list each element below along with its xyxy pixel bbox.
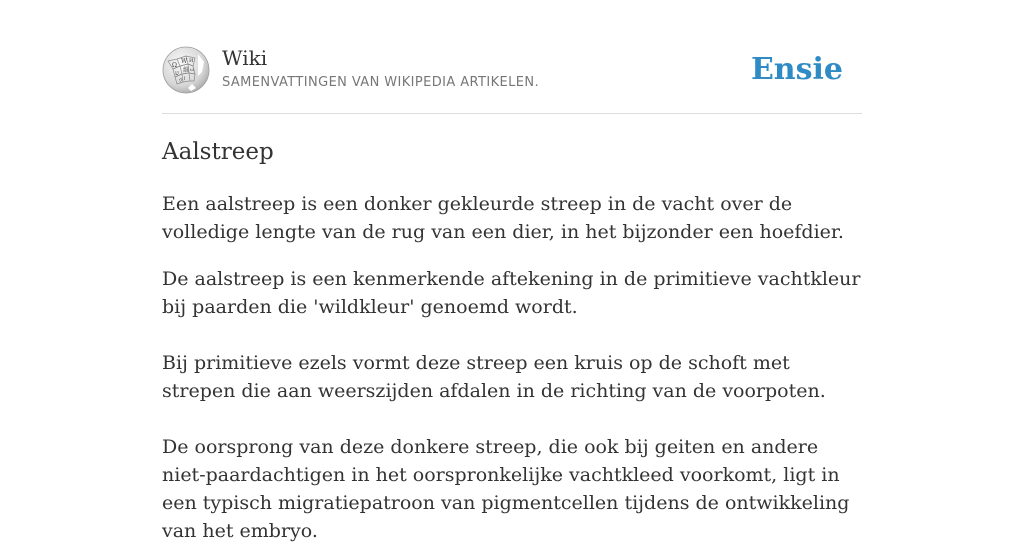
- svg-text:ש: ש: [175, 70, 180, 77]
- article-paragraph: De aalstreep is een kenmerkende aftekening in de primitieve vachtkleur bij paarden die 'wildkleur' genoemd wordt.: [162, 268, 861, 318]
- brand-logo[interactable]: Ensie: [750, 52, 843, 87]
- svg-text:И: И: [189, 58, 194, 64]
- article: [162, 136, 867, 545]
- article-intro: Een aalstreep is een donker gekleurde streep in de vacht over de volledige lengte van de rug van een dier, in het bijzonder een hoefdier.: [162, 193, 844, 243]
- article-paragraph: Bij primitieve ezels vormt deze streep een kruis op de schoft met strepen die aan weerszijden afdalen in de richting van de voorpoten.: [162, 352, 826, 402]
- site-header: [162, 46, 862, 96]
- svg-text:W: W: [181, 58, 188, 65]
- site-title[interactable]: Wiki: [222, 46, 268, 70]
- header-divider: [162, 113, 862, 114]
- svg-text:Ω: Ω: [172, 62, 177, 69]
- article-paragraph: De oorsprong van deze donkere streep, die ook bij geiten en andere niet-paardachtigen in het oorspronkelijke vachtkleed voorkomt, ligt in een typisch migratiepatroon van pigmentcellen tijdens de ontwikkeling van het embryo.: [162, 436, 850, 542]
- svg-text:維: 維: [183, 67, 190, 74]
- page-title: Aalstreep: [162, 139, 274, 165]
- site-tagline: SAMENVATTINGEN VAN WIKIPEDIA ARTIKELEN.: [222, 75, 540, 90]
- wikipedia-globe-icon[interactable]: [162, 46, 210, 94]
- svg-text:ا: ا: [184, 76, 186, 82]
- svg-text:ω: ω: [190, 67, 195, 73]
- svg-text:ウ: ウ: [178, 78, 184, 84]
